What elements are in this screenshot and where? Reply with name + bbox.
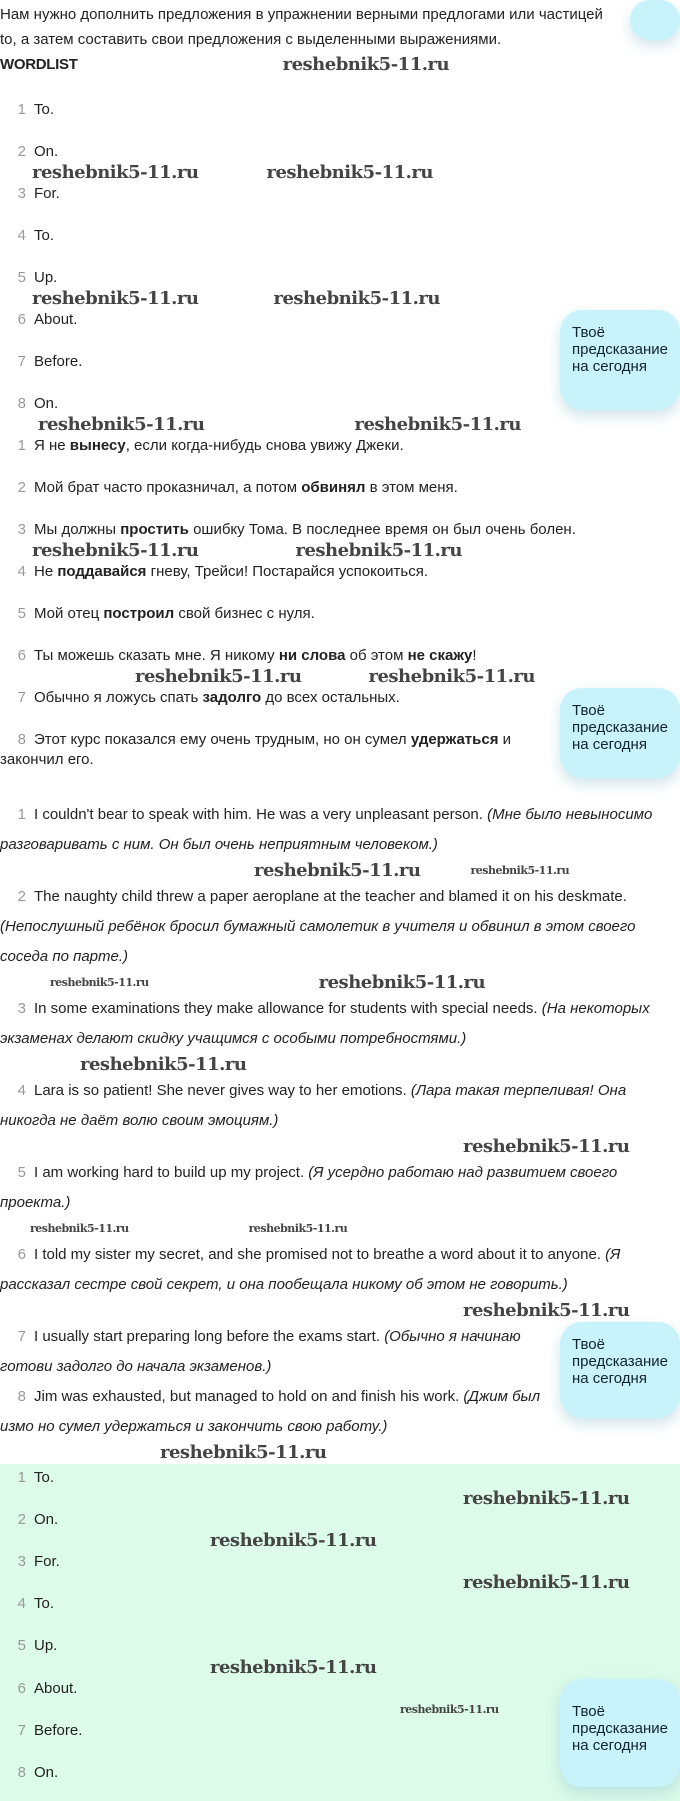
watermark: reshebnik5-11.ru (266, 162, 433, 184)
item-text: About. (34, 311, 78, 329)
spacer (0, 1530, 680, 1552)
watermark: reshebnik5-11.ru (32, 162, 199, 184)
item-text: On. (34, 143, 59, 160)
list-item: 7 I usually start preparing long before the exams start. (Обычно я начинаю готови задолго до начала экзаменов.) (0, 1328, 521, 1376)
watermark: reshebnik5-11.ru (368, 666, 535, 688)
spacer (0, 78, 680, 100)
translation-line: но сумел удержаться и закончить свою работу.) (37, 1418, 388, 1436)
russian-sentences (0, 436, 680, 800)
spacer (0, 972, 680, 994)
spacer (0, 1572, 680, 1594)
watermark: reshebnik5-11.ru (318, 972, 486, 994)
watermark: reshebnik5-11.ru (50, 976, 149, 990)
spacer (0, 540, 680, 562)
bubble-line: на сегодня (572, 358, 647, 376)
wordlist-title: WORDLIST (0, 56, 78, 73)
promo-bubble[interactable] (560, 310, 680, 410)
spacer (0, 1218, 680, 1240)
wordlist (0, 78, 680, 436)
bubble-line: на сегодня (572, 1736, 647, 1754)
bubble-line: Твоё (572, 324, 605, 342)
watermark: reshebnik5-11.ru (400, 1702, 499, 1716)
list-item: 3 For. (17, 1553, 60, 1571)
bubble-line: предсказание (572, 1353, 669, 1371)
item-text: On. (34, 395, 59, 413)
bubble-line: Твоё (572, 1336, 605, 1354)
spacer (0, 582, 680, 604)
watermark: reshebnik5-11.ru (254, 860, 421, 882)
list-item: 2 The naughty child threw a paper aeroplane at the teacher and blamed it on his deskmate. (Непослушный ребёнок бросил бумажный самолетик в учителя и обвинил в этом своего соседа по парте.) (0, 888, 636, 966)
watermark: reshebnik5-11.ru (463, 1300, 630, 1322)
list-item: 7 Обычно я ложусь спать задолго до всех остальных. (17, 689, 400, 707)
list-item: 6 About. (17, 1679, 78, 1697)
list-item: 4 Не поддавайся гневу, Трейси! Постарайся успокоиться. (17, 563, 429, 581)
list-item: 2 Мой брат часто проказничал, а потом обвинял в этом меня. (17, 479, 458, 497)
watermark: reshebnik5-11.ru (470, 864, 570, 878)
spacer (0, 860, 680, 882)
watermark: reshebnik5-11.ru (295, 540, 462, 562)
item-text: To. (34, 101, 55, 118)
spacer (0, 624, 680, 646)
spacer (0, 456, 680, 478)
item-text: To. (34, 227, 55, 245)
watermark: reshebnik5-11.ru (463, 1488, 630, 1510)
translation-line: в этом своего соседа по парте.) (0, 918, 636, 966)
list-item: 3 Мы должны простить ошибку Тома. В последнее время он был очень болен. (17, 521, 576, 539)
intro-line: Нам нужно дополнить предложения в упражнении верными предлогами или частицей (0, 6, 603, 23)
watermark: reshebnik5-11.ru (248, 1222, 348, 1236)
spacer (0, 246, 680, 268)
promo-bubble[interactable] (630, 0, 680, 40)
spacer (0, 778, 680, 800)
bubble-line: Твоё (572, 1702, 605, 1720)
watermark: reshebnik5-11.ru (38, 414, 205, 436)
list-item: 5 Up. (17, 269, 58, 287)
watermark: reshebnik5-11.ru (354, 414, 521, 436)
item-text: Before. (34, 353, 83, 371)
translation-line: некоторых экзаменах делают скидку учащимся с особыми потребностями.) (0, 1000, 650, 1048)
item-text: Up. (34, 269, 58, 287)
bubble-line: предсказание (572, 1719, 669, 1737)
bubble-line: предсказание (572, 341, 669, 359)
watermark: reshebnik5-11.ru (135, 666, 302, 688)
promo-bubble[interactable] (560, 688, 680, 778)
list-item: 7 Before. (17, 1721, 83, 1739)
list-item: 7 Before. (17, 353, 83, 371)
list-item: 5 Мой отец построил свой бизнес с нуля. (17, 605, 315, 623)
watermark: reshebnik5-11.ru (80, 1054, 247, 1076)
list-item: 5 Up. (17, 1637, 58, 1655)
list-item: 3 For. (17, 185, 60, 203)
spacer (0, 120, 680, 142)
spacer (0, 162, 680, 184)
list-item: 4 To. (17, 1595, 55, 1613)
list-item: 1 To. (17, 1469, 55, 1487)
watermark: reshebnik5-11.ru (160, 1442, 327, 1464)
translation-line: проекта.) (0, 1194, 71, 1212)
watermark: reshebnik5-11.ru (210, 1530, 377, 1552)
list-item: 4 Lara is so patient! She never gives way to her emotions. (Лара такая терпеливая! Она никогда не даёт волю своим эмоциям.) (0, 1082, 627, 1130)
list-item: 2 On. (17, 1511, 59, 1529)
list-item: 5 I am working hard to build up my project. (Я усердно работаю над развитием своего проекта.) (0, 1164, 618, 1212)
list-item: 1 Я не вынесу, если когда-нибудь снова увижу Джеки. (17, 437, 404, 455)
watermark: reshebnik5-11.ru (30, 1222, 129, 1236)
watermark: reshebnik5-11.ru (32, 540, 199, 562)
intro (0, 0, 680, 52)
list-item: 1 I couldn't bear to speak with him. He was a very unpleasant person. (Мне было невыносимо разговаривать с ним. Он был очень неприятным человеком.) (0, 806, 653, 854)
watermark: reshebnik5-11.ru (463, 1136, 630, 1158)
translation-line: задолго до начала экзаменов.) (56, 1358, 272, 1376)
promo-bubble[interactable] (560, 1322, 680, 1418)
watermark: reshebnik5-11.ru (463, 1572, 630, 1594)
spacer (0, 1054, 680, 1076)
bubble-line: предсказание (572, 719, 669, 737)
translation-line: (Непослушный ребёнок бросил бумажный самолетик в учителя и обвинил (0, 918, 530, 936)
spacer (0, 1614, 680, 1636)
spacer (0, 204, 680, 226)
spacer (0, 498, 680, 520)
watermark: reshebnik5-11.ru (210, 1656, 377, 1678)
wordlist-header (0, 52, 680, 78)
watermark: reshebnik5-11.ru (32, 288, 199, 310)
answers-panel (0, 1464, 680, 1800)
list-item: 3 In some examinations they make allowance for students with special needs. (На некоторых экзаменах делают скидку учащимся с особыми потребностями.) (0, 1000, 650, 1048)
list-item: 6 Ты можешь сказать мне. Я никому ни слова об этом не скажу! (17, 647, 477, 665)
bubble-line: на сегодня (572, 736, 647, 754)
spacer (0, 1442, 680, 1464)
spacer (0, 1656, 680, 1678)
spacer (0, 1488, 680, 1510)
watermark: reshebnik5-11.ru (273, 288, 440, 310)
intro-line: to, а затем составить свои предложения с выделенными выражениями. (0, 31, 502, 48)
list-item: 6 About. (17, 311, 78, 329)
list-item: 2 On. (17, 143, 59, 160)
list-item: 8 On. (17, 1763, 59, 1781)
english-sentences (0, 800, 680, 1464)
spacer (0, 666, 680, 688)
translation-line: невыносимо разговаривать с ним. Он был очень неприятным человеком.) (0, 806, 653, 854)
spacer (0, 1300, 680, 1322)
translation-line: рассказал сестре свой секрет, и она пообещала никому об этом не говорить.) (0, 1276, 568, 1294)
list-item: 8 Этот курс показался ему очень трудным, но он сумел удержаться и закончил его. (0, 731, 512, 769)
bubble-line: на сегодня (572, 1370, 647, 1388)
promo-bubble[interactable] (560, 1679, 680, 1787)
list-item: 6 I told my sister my secret, and she promised not to breathe a word about it to anyone. (Я рассказал сестре свой секрет, и она пообещала никому об этом не говорить.) (0, 1246, 621, 1294)
list-item: 4 To. (17, 227, 55, 245)
spacer (0, 288, 680, 310)
watermark: reshebnik5-11.ru (282, 54, 450, 76)
spacer (0, 1136, 680, 1158)
spacer (0, 414, 680, 436)
translation-line: никогда не даёт волю своим эмоциям.) (0, 1112, 279, 1130)
item-text: For. (34, 185, 60, 203)
bubble-line: Твоё (572, 702, 605, 720)
list-item: 8 On. (17, 395, 59, 413)
list-item: 1 To. (17, 101, 55, 118)
list-item: 8 Jim was exhausted, but managed to hold on and finish his work. (Джим был измо но сумел удержаться и закончить свою работу.) (0, 1388, 541, 1436)
